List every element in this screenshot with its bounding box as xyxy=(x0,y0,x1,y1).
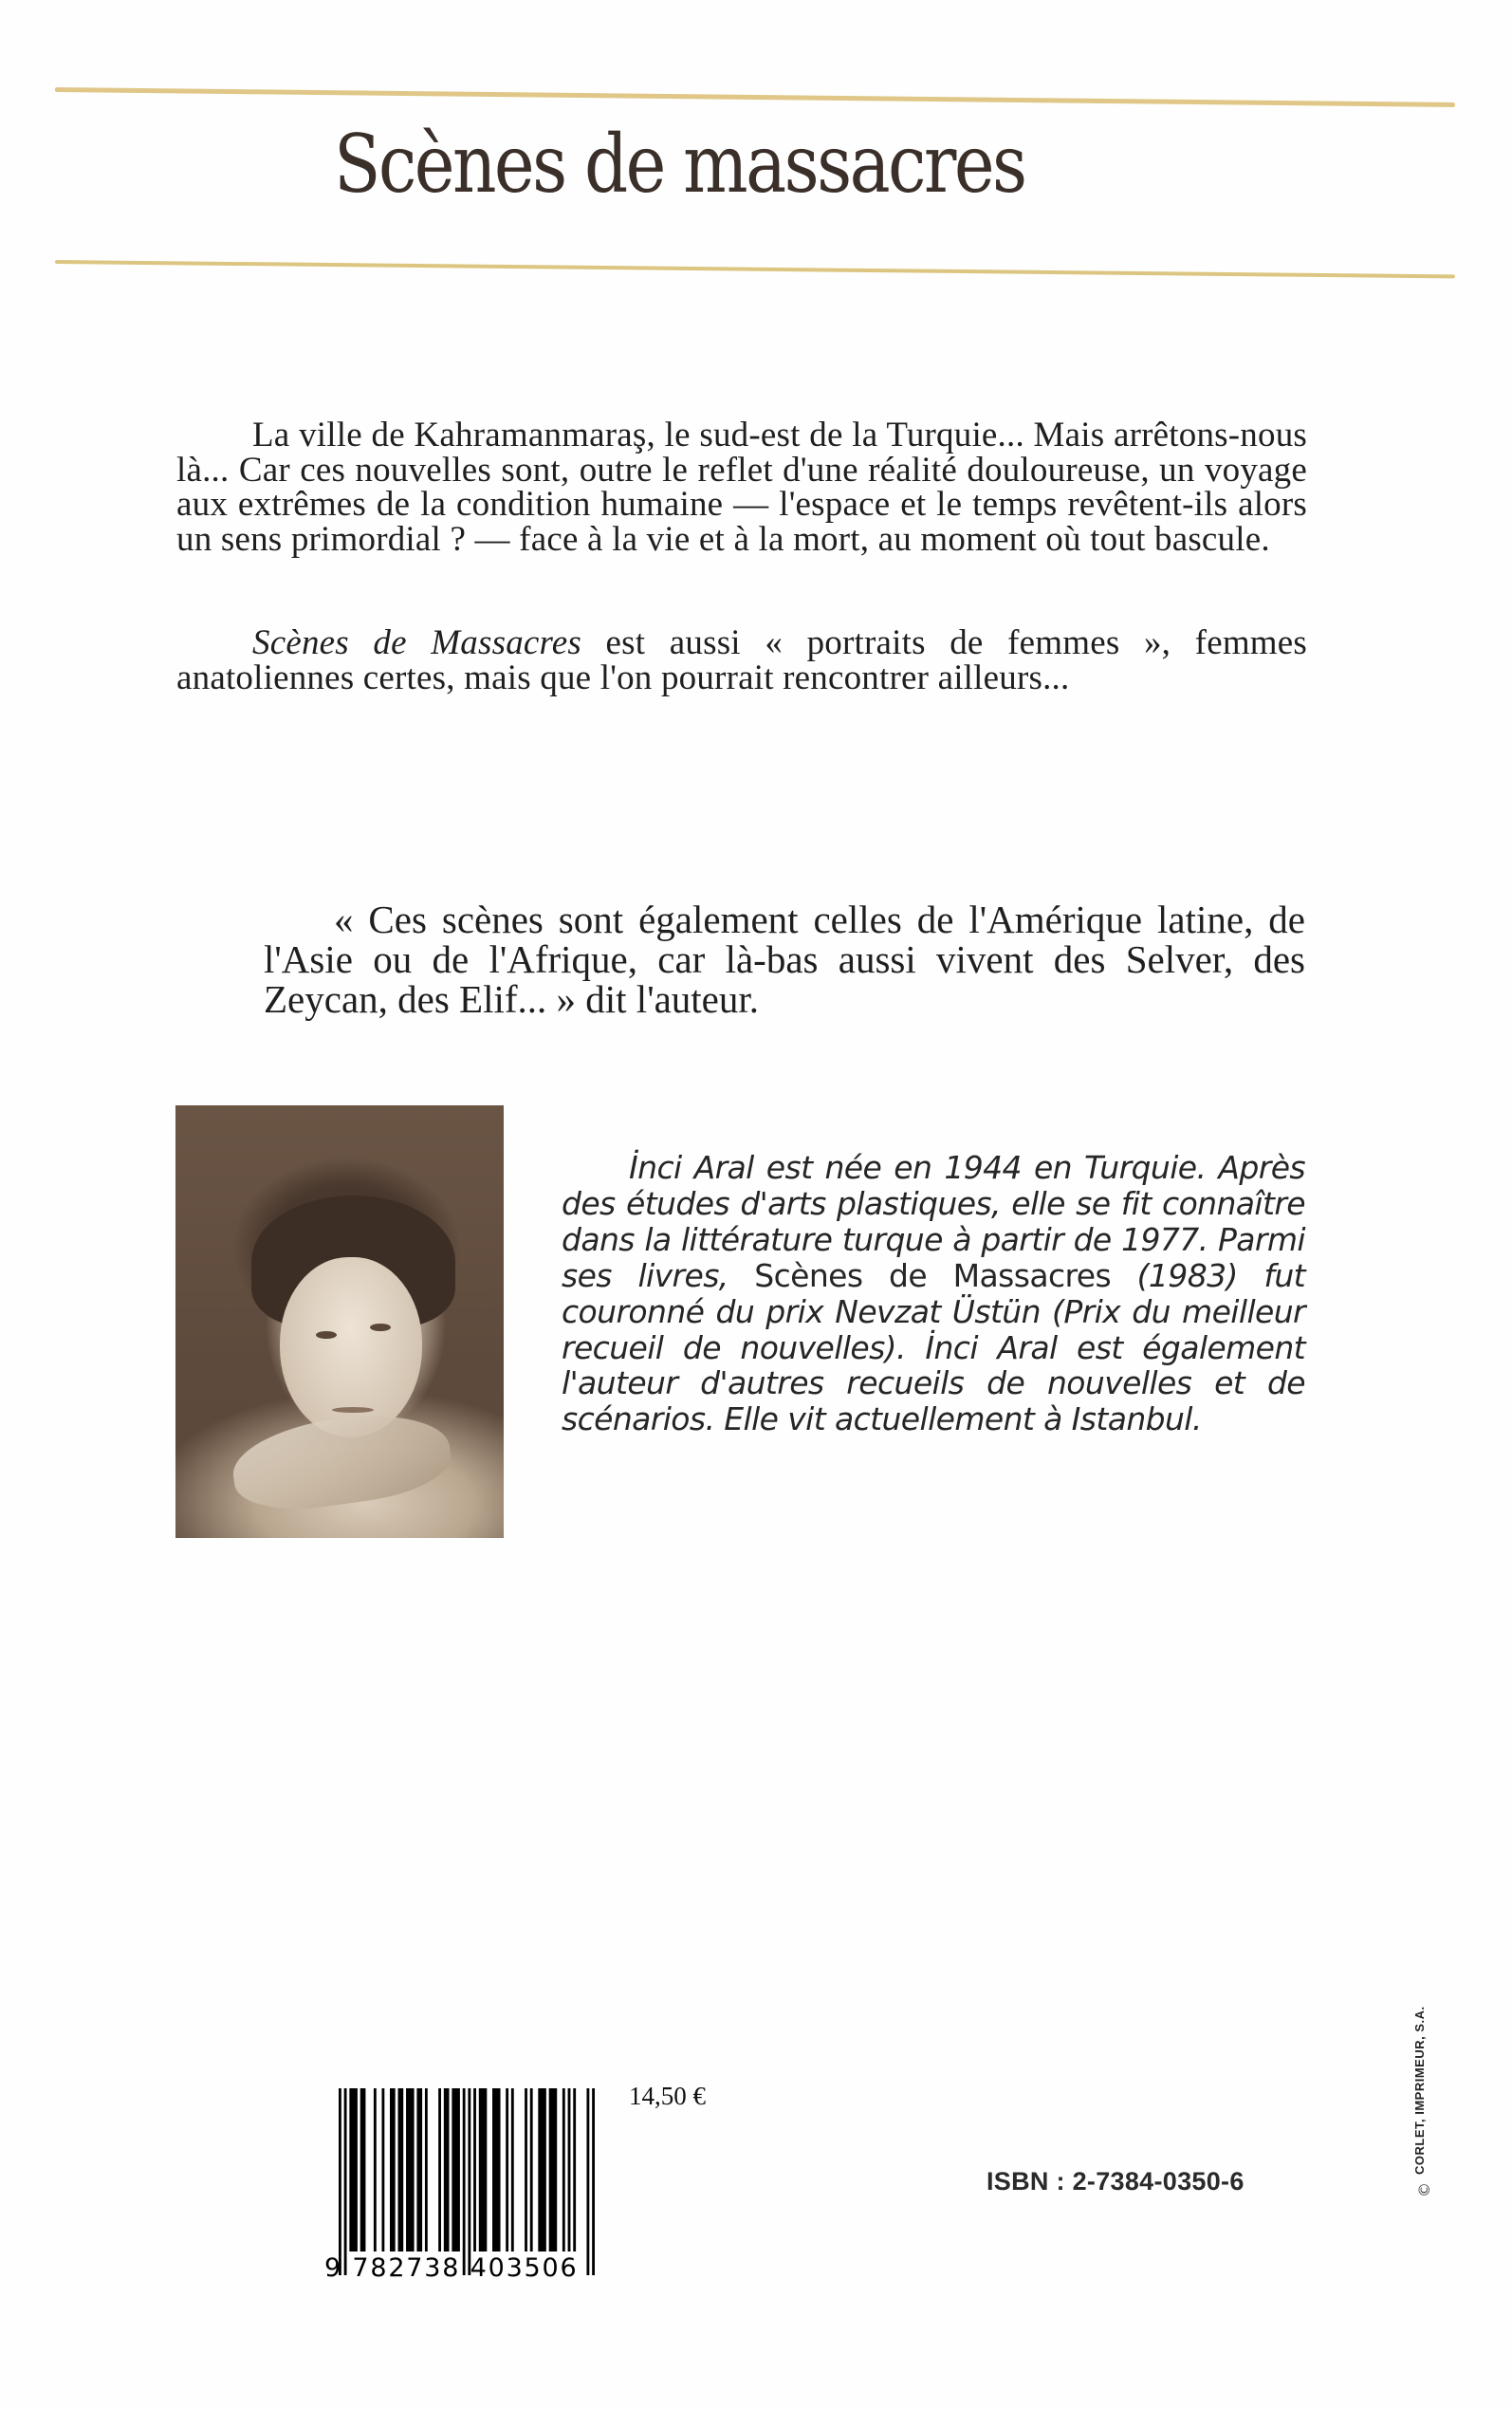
author-bio-part2: (1983) fut couronné du prix Nevzat Üstün (Prix du meilleur recueil de nouvelles). İnci Aral est également l'auteur d'autres recueils de nouvelles et de scénarios. Elle vit actuellement à Istanbul. xyxy=(562,1256,1306,1438)
barcode-bar xyxy=(573,2088,576,2251)
barcode-bar xyxy=(398,2088,404,2251)
barcode-bar xyxy=(506,2088,508,2251)
barcode-bar xyxy=(530,2088,533,2251)
barcode-bar xyxy=(374,2088,377,2251)
barcode-bar xyxy=(406,2088,415,2251)
author-bio-text xyxy=(562,1150,1305,1437)
barcode-bar xyxy=(381,2088,384,2251)
barcode-bar xyxy=(360,2088,366,2251)
barcode-bar xyxy=(568,2088,571,2251)
barcode-icon xyxy=(339,2088,595,2278)
barcode-bar xyxy=(586,2088,589,2275)
photo-mouth xyxy=(332,1407,374,1413)
barcode-bar xyxy=(562,2088,565,2251)
barcode-bar xyxy=(468,2088,470,2275)
barcode-bar xyxy=(549,2088,558,2251)
photo-eye-left xyxy=(316,1331,337,1339)
blurb-paragraph-1-text: La ville de Kahramanmaraş, le sud-est de la Turquie... Mais arrêtons-nous là... Car ces nouvelles sont, outre le reflet d'une réalité douloureuse, un voyage aux extrêmes de la condition humaine — l'espace et le temps revêtent-ils alors un sens primordial ? — face à la vie et à la mort, au moment où tout bascule. xyxy=(176,416,1307,559)
barcode-bar xyxy=(511,2088,514,2251)
blurb-paragraph-2-rest: est aussi « portraits de femmes », femmes anatoliennes certes, mais que l'on pourrait rencontrer ailleurs... xyxy=(176,623,1307,697)
blurb-paragraph-1 xyxy=(176,418,1307,557)
copyright-icon: © xyxy=(1415,2182,1433,2197)
barcode-bar xyxy=(492,2088,501,2251)
printer-credit: CORLET, IMPRIMEUR, S.A. xyxy=(1412,2006,1427,2175)
barcode-bar xyxy=(438,2088,441,2251)
barcode-bar xyxy=(390,2088,396,2251)
author-bio-part1: İnci Aral est née en 1944 en Turquie. Après des études d'arts plastiques, elle se fit connaître dans la littérature turque à partir de 1977. Parmi ses livres, xyxy=(562,1149,1305,1294)
barcode-bar xyxy=(479,2088,488,2251)
barcode-bar xyxy=(452,2088,460,2251)
barcode-bar xyxy=(538,2088,546,2251)
blurb-paragraph-2 xyxy=(176,623,1307,697)
price-label: 14,50 € xyxy=(629,2082,706,2110)
barcode-digits: 9 782738 403506 xyxy=(324,2253,579,2283)
barcode-bar xyxy=(416,2088,422,2251)
barcode-bar xyxy=(473,2088,476,2251)
barcode-bar xyxy=(425,2088,428,2251)
photo-eye-right xyxy=(370,1324,391,1331)
bottom-gold-rule xyxy=(55,260,1455,278)
barcode-bar xyxy=(592,2088,595,2275)
author-bio xyxy=(562,1150,1305,1437)
barcode-bar xyxy=(463,2088,466,2275)
book-title: Scènes de massacres xyxy=(334,118,1025,211)
blurb-paragraph-2-text xyxy=(176,623,1307,697)
barcode-bar xyxy=(525,2088,527,2251)
isbn-label: ISBN : 2-7384-0350-6 xyxy=(986,2167,1245,2196)
barcode-bar xyxy=(444,2088,450,2251)
barcode-bar xyxy=(339,2088,341,2275)
photo-scarf xyxy=(228,1403,455,1518)
barcode-bar xyxy=(349,2088,358,2251)
barcode-bar xyxy=(344,2088,347,2275)
ean-barcode xyxy=(339,2088,595,2278)
author-photo xyxy=(175,1105,504,1538)
author-quote-text: « Ces scènes sont également celles de l'Amérique latine, de l'Asie ou de l'Afrique, car là-bas aussi vivent des Selver, des Zeycan, des Elif... » dit l'auteur. xyxy=(264,898,1305,1021)
author-quote xyxy=(264,899,1305,1019)
top-gold-rule xyxy=(55,87,1455,107)
book-title-italic: Scènes de Massacres xyxy=(252,623,581,662)
author-bio-book-title: Scènes de Massacres xyxy=(754,1256,1112,1294)
